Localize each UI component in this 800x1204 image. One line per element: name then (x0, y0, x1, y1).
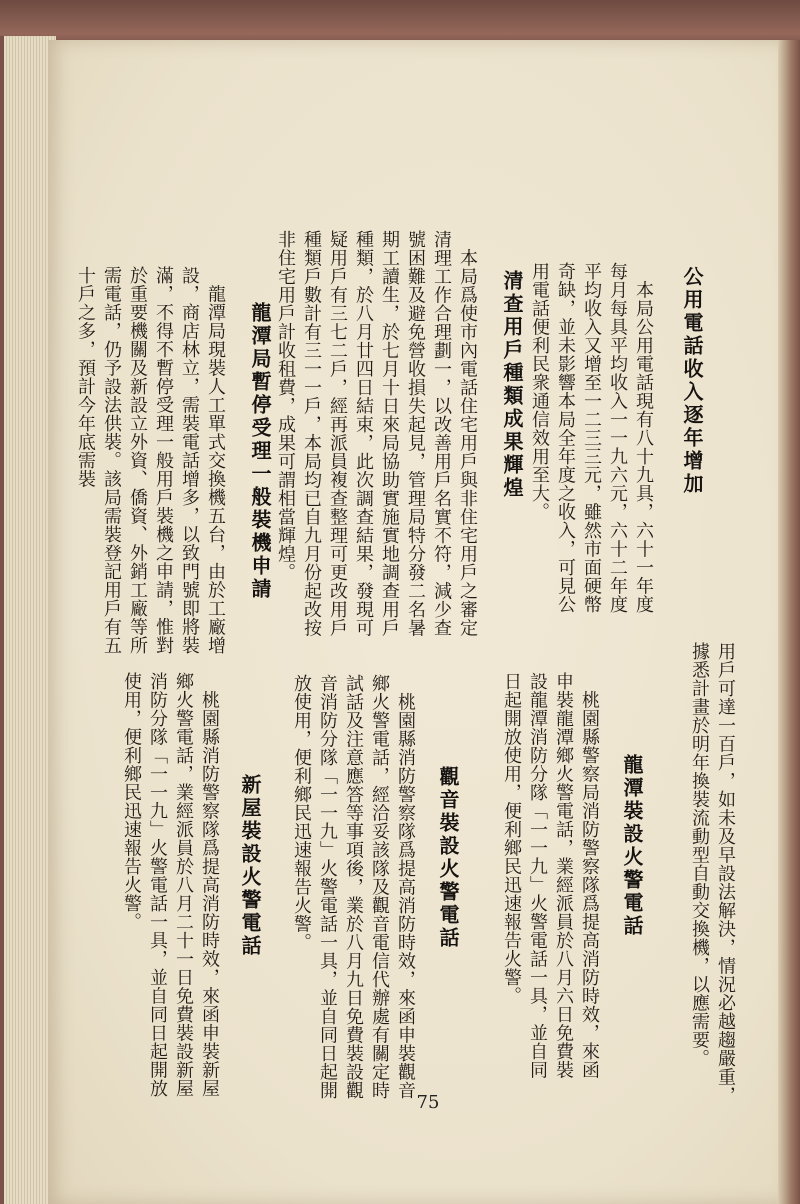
book-page (48, 40, 782, 1204)
body-guanyin-fire: 桃園縣消防警察隊爲提高消防時效，來函申裝觀音鄉火警電話，經洽妥該隊及觀音電信代辦處有關定時試話及注意應答等事項後，業於八月九日免費裝設觀音消防分隊「一一九」火警電話一具，並自同日起開放使用，便利鄉民迅速報告火警。 (291, 674, 416, 1100)
heading-survey: 清查用戶種類成果輝煌 (500, 270, 524, 500)
body-xinwu-fire: 桃園縣消防警察隊爲提高消防時效，來函申裝新屋鄉火警電話，業經派員於八月二十一日免費裝設新屋消防分隊「一一九」火警電話一具，並自同日起開放使用，便利鄉民迅速報告火警。 (121, 672, 220, 1098)
body-continuation: 用戶可達一百戶，如未及早設法解決，情況必越趨嚴重，據悉計畫於明年換裝流動型自動交換機，以應需要。 (689, 642, 736, 1105)
heading-guanyin-fire: 觀音裝設火警電話 (436, 766, 460, 950)
body-longtan-suspend: 龍潭局現裝人工單式交換機五台，由於工廠增設，商店林立，需裝電話增多，以致門號即將裝滿，不得不暫停受理一般用戶裝機之申請，惟對於重要機關及新設立外資、僑資、外銷工廠等所需電話，仍予設法供裝。該局需裝登記用戶有五十戶之多，預計今年底需裝 (75, 266, 226, 655)
body-survey: 本局爲使市內電話住宅用戶與非住宅用戶之審定清理工作合理劃一，以改善用戶名實不符，減少查號困難及避免營收損失起見，管理局特分發二名暑期工讀生，於七月十日來局協助實施實地調查用戶種類，於八月廿四日結束，此次調查結果，發現可疑用戶有三七二戶，經再派員複查整理可更改用戶種類戶數計有三一一戶，本局均已自九月份起改按非住宅用戶計收租費，成果可謂相當輝煌。 (275, 230, 478, 637)
heading-longtan-fire: 龍潭裝設火警電話 (620, 754, 644, 938)
body-longtan-fire: 桃園縣警察局消防警察隊爲提高消防時效，來函申裝龍潭鄉火警電話，業經派員於八月六日免費裝設龍潭消防分隊「一一九」火警電話一具，並自同日起開放使用，便利鄉民迅速報告火警。 (501, 672, 600, 1079)
page-number: 75 (416, 1092, 440, 1113)
body-revenue: 本局公用電話現有八十九具，六十一年度每月每具平均收入一一九六元，六十二年度平均收入又增至一二三三元，雖然市面硬幣奇缺，並未影響本局全年度之收入，可見公用電話便利民衆通信效用至大。 (529, 262, 654, 614)
heading-revenue: 公用電話收入逐年增加 (680, 266, 704, 496)
book-right-edge (778, 40, 800, 1204)
heading-xinwu-fire: 新屋裝設火警電話 (238, 774, 262, 958)
heading-longtan-suspend: 龍潭局暫停受理一般裝機申請 (248, 302, 272, 601)
